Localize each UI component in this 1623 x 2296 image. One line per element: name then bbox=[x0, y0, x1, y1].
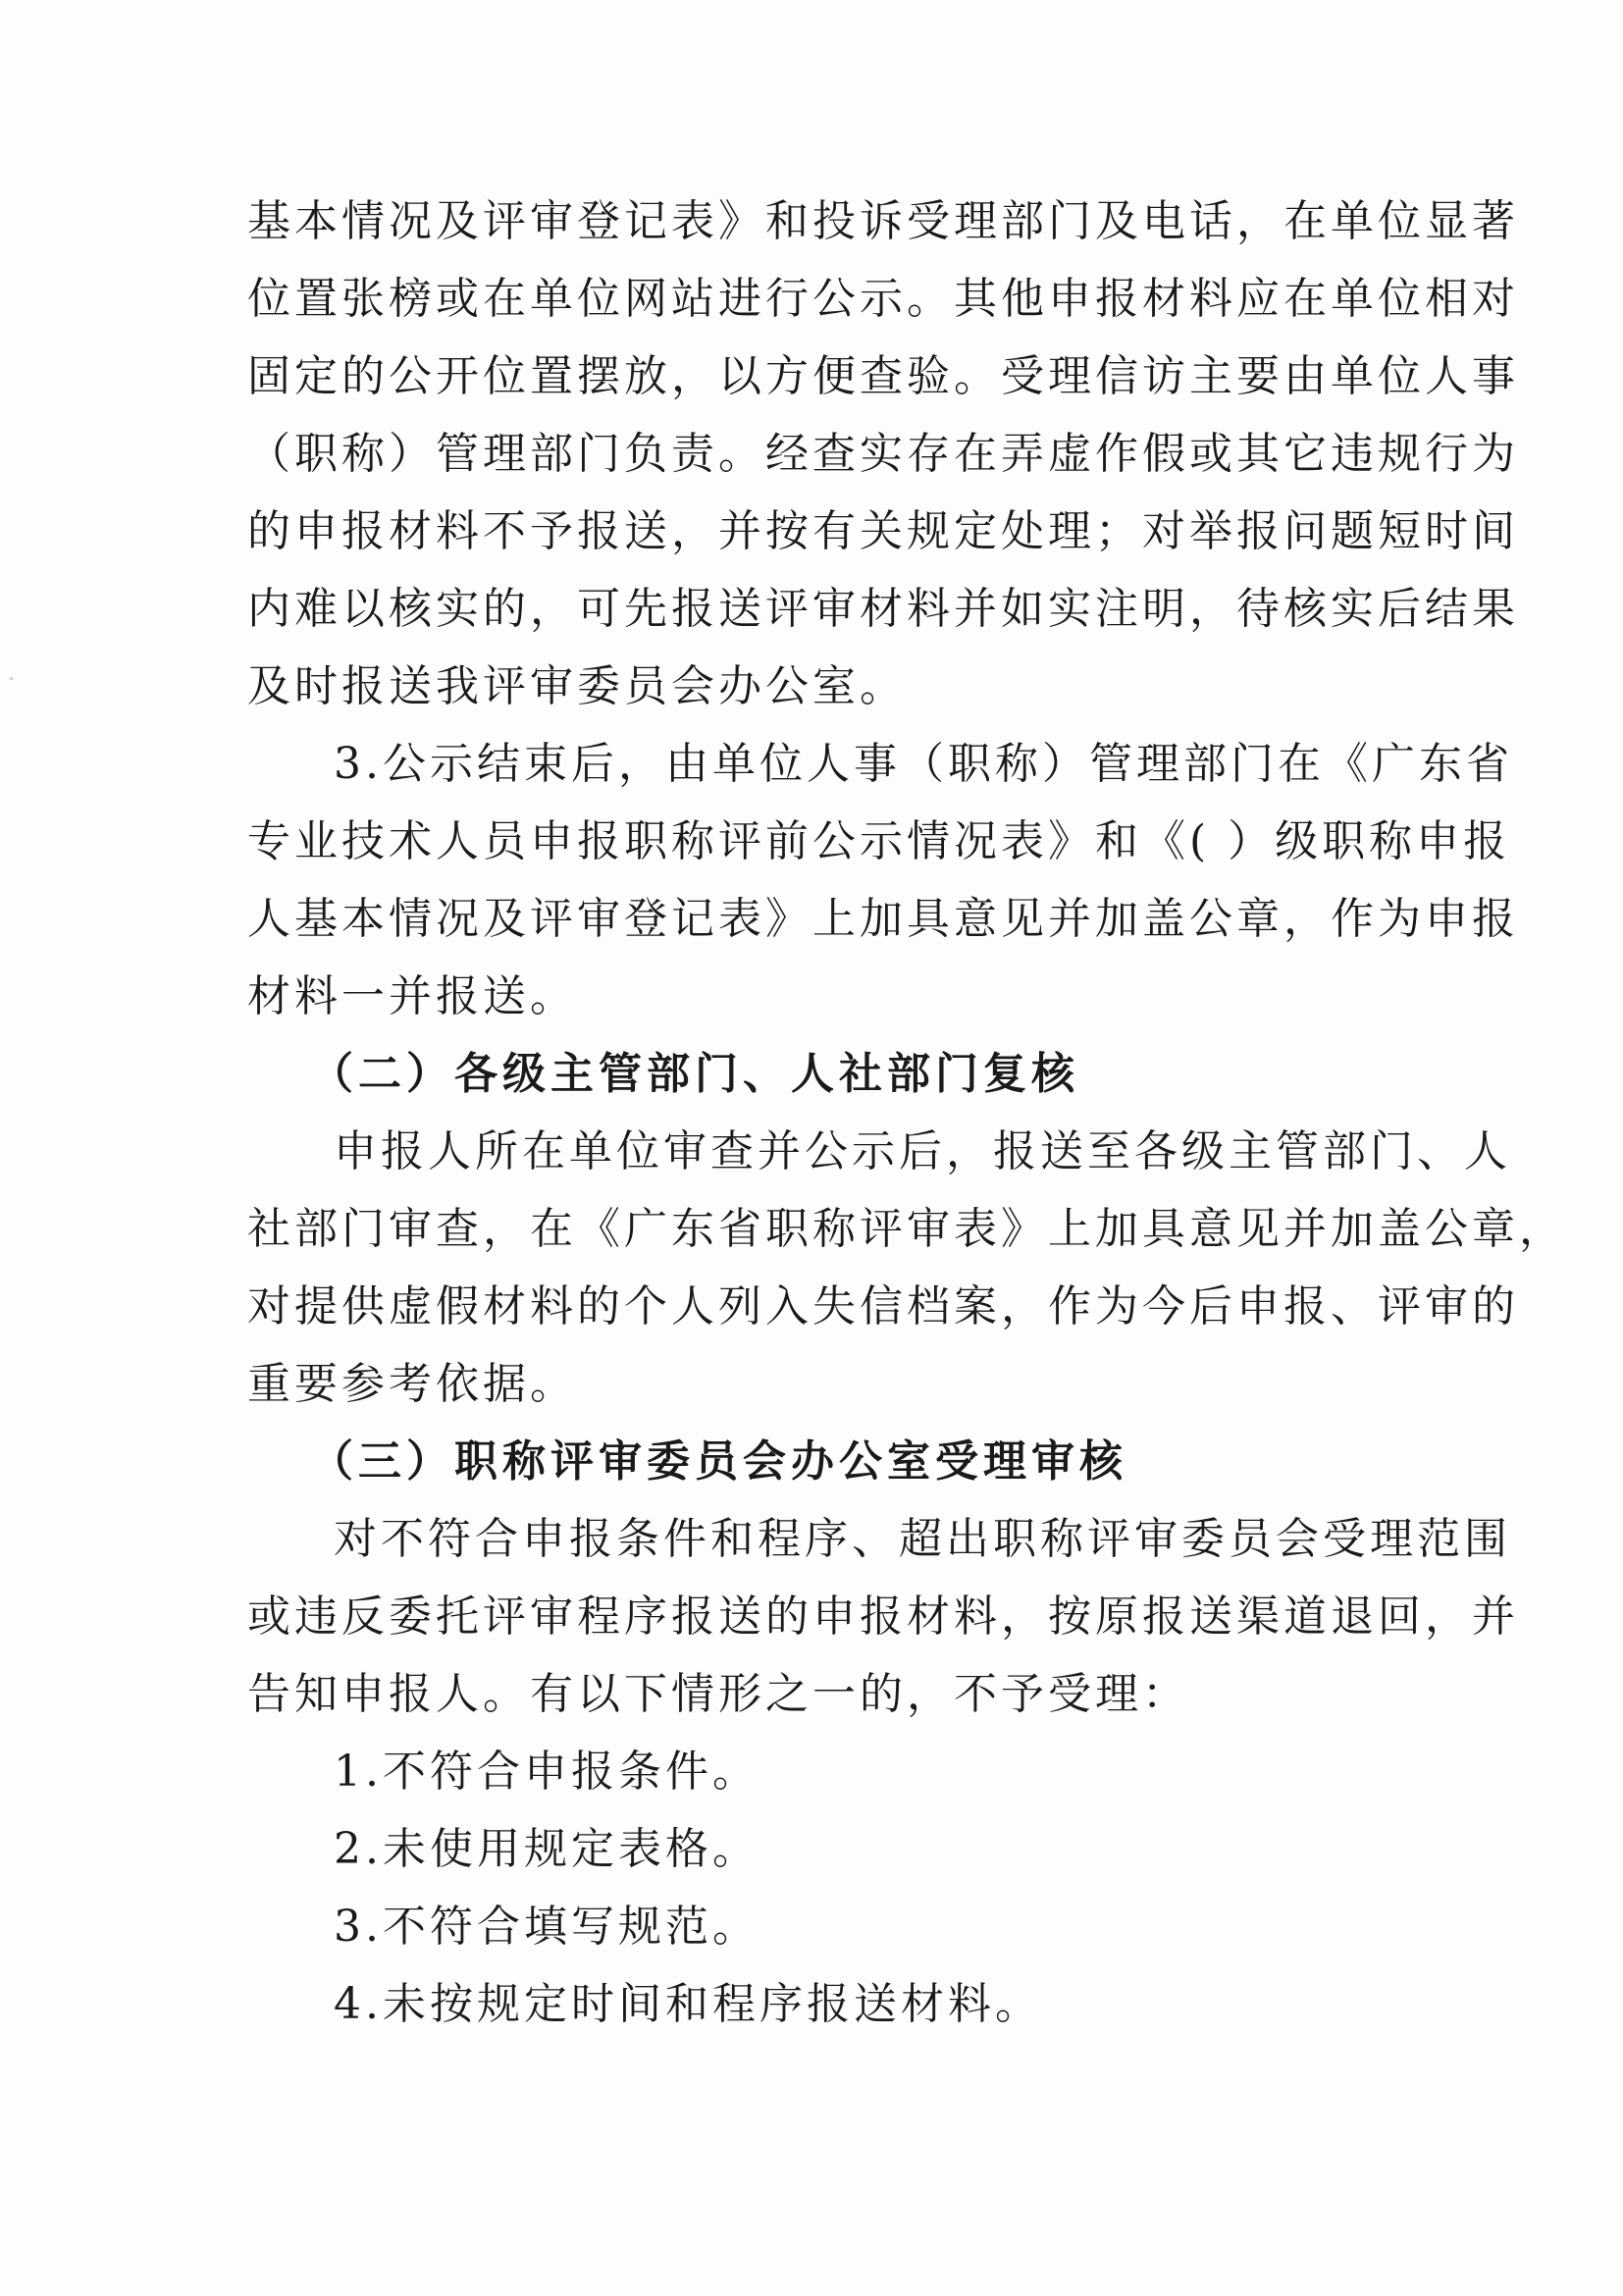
text-line: 人基本情况及评审登记表》上加具意见并加盖公章，作为申报 bbox=[247, 894, 1519, 944]
text-line: 重要参考依据。 bbox=[247, 1359, 577, 1409]
text-line: 对不符合申报条件和程序、超出职称评审委员会受理范围 bbox=[334, 1514, 1511, 1564]
text-line: 及时报送我评审委员会办公室。 bbox=[247, 661, 907, 711]
text-line: 或违反委托评审程序报送的申报材料，按原报送渠道退回，并 bbox=[247, 1592, 1519, 1642]
section-heading-review: （二）各级主管部门、人社部门复核 bbox=[310, 1049, 1079, 1099]
text-line: 基本情况及评审登记表》和投诉受理部门及电话，在单位显著 bbox=[247, 196, 1519, 246]
text-line: 材料一并报送。 bbox=[247, 971, 577, 1021]
list-item: 1.不符合申报条件。 bbox=[334, 1747, 759, 1797]
text-line: （职称）管理部门负责。经查实存在弄虚作假或其它违规行为 bbox=[247, 429, 1519, 479]
document-body bbox=[247, 183, 1566, 2043]
section-heading-acceptance: （三）职称评审委员会办公室受理审核 bbox=[310, 1436, 1127, 1487]
text-line: 对提供虚假材料的个人列入失信档案，作为今后申报、评审的 bbox=[247, 1281, 1519, 1331]
list-item: 3.不符合填写规范。 bbox=[334, 1902, 759, 1952]
scan-speck bbox=[10, 677, 13, 680]
text-line: 的申报材料不予报送，并按有关规定处理；对举报问题短时间 bbox=[247, 506, 1519, 556]
text-line: 3.公示结束后，由单位人事（职称）管理部门在《广东省 bbox=[334, 739, 1513, 789]
text-line: 申报人所在单位审查并公示后，报送至各级主管部门、人 bbox=[334, 1126, 1511, 1176]
paragraph-review bbox=[247, 1113, 1566, 1423]
text-line: 社部门审查，在《广东省职称评审表》上加具意见并加盖公章， bbox=[247, 1204, 1566, 1254]
paragraph-publicity-details bbox=[247, 183, 1519, 725]
list-item: 2.未使用规定表格。 bbox=[334, 1824, 759, 1874]
list-item: 4.未按规定时间和程序报送材料。 bbox=[334, 1979, 1042, 2029]
text-line: 位置张榜或在单位网站进行公示。其他申报材料应在单位相对 bbox=[247, 274, 1519, 324]
paragraph-after-publicity bbox=[247, 725, 1519, 1035]
text-line: 专业技术人员申报职称评前公示情况表》和《( ）级职称申报 bbox=[247, 816, 1511, 866]
text-line: 告知申报人。有以下情形之一的，不予受理： bbox=[247, 1669, 1189, 1719]
text-line: 固定的公开位置摆放，以方便查验。受理信访主要由单位人事 bbox=[247, 351, 1519, 401]
paragraph-acceptance bbox=[247, 1500, 1519, 1733]
text-line: 内难以核实的，可先报送评审材料并如实注明，待核实后结果 bbox=[247, 584, 1519, 634]
